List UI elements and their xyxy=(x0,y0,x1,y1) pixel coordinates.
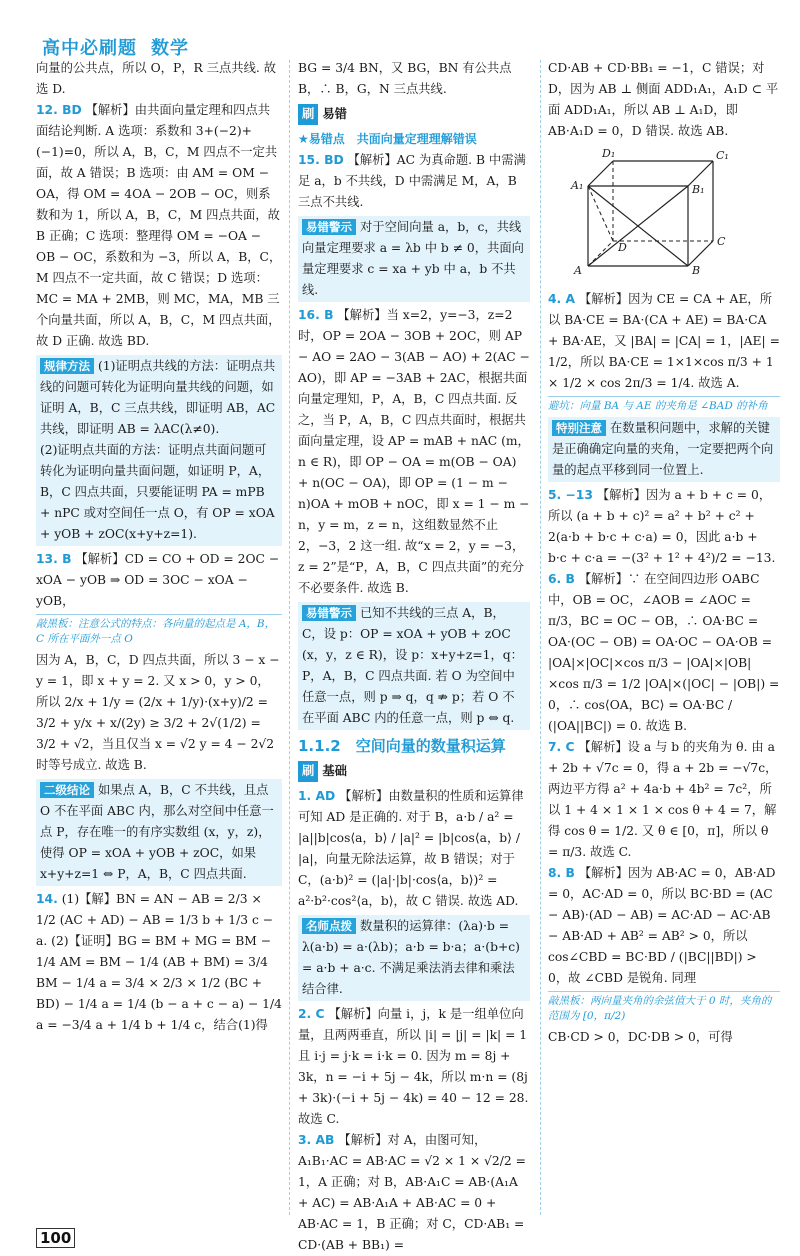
question-6 xyxy=(548,569,780,737)
hidden-edge xyxy=(588,186,613,241)
solution-text: 【解析】因为 AB·AC = 0，AB·AD = 0，AC·AD = 0，所以 BC·BD = (AC − AB)·(AD − AB) = AC·AD − AC·AB − AB·AD + AB² = AB² > 0，所以 cos∠CBD = BC·BD / (|BC||BD|) > 0，故 ∠CBD 是锐角. 同理 xyxy=(548,866,776,985)
solution-text: (1)【解】BN = AN − AB = 2/3 × 1/2 (AC + AD) − AB = 1/3 b + 1/3 c − a. (2)【证明】BG = BM + MG = BM − 1/4 AM = BM − 1/4 (AB + BM) = 3/4 BM − 1/4 a = 3/4 × 2/3 × 1/2 (BC + BD) − 1/4 a = 1/4 (b − a + c − a) − 1/4 a = −3/4 a + 1/4 b + 1/4 c，结合(1)得 xyxy=(36,892,282,1032)
column-divider xyxy=(540,60,541,1215)
subject-name: 数学 xyxy=(151,38,189,59)
question-13 xyxy=(36,549,282,612)
vertex-label: D₁ xyxy=(602,147,616,160)
tip-text: 数量积的运算律：(λa)·b = λ(a·b) = a·(λb)；a·b = b·a；a·(b+c) = a·b + a·c. 不满足乘法消去律和乘法结合律. xyxy=(302,919,520,996)
question-3 xyxy=(298,1130,530,1256)
box-tag: 规律方法 xyxy=(40,358,94,374)
column-left xyxy=(36,58,282,1215)
solution-text: 【解析】∵ 在空间四边形 OABC 中，OB = OC，∠AOB = ∠AOC = π/3，BC = OC − OB，∴ OA·BC = OA·(OC − OB) = OA·OC − OA·OB = |OA|×|OC|×cos π/3 − |OA|×|OB|×cos π/3 = 1/2 |OA|×(|OC| − |OB|) = 0，∴ cos⟨OA，BC⟩ = OA·BC / (|OA||BC|) = 0. 故选 B. xyxy=(548,572,780,733)
vertex-label: C₁ xyxy=(716,149,729,162)
column-right xyxy=(548,58,780,1215)
method-text-2: (2)证明点共面的方法：证明点共面问题可转化为证明向量共面问题，如证明 P，A，B，C 四点共面，只要能证明 PA = mPB + nPC 或对空间任一点 O，有 OP = xOA + yOB + zOC(x+y+z=1). xyxy=(40,443,275,541)
answer-number: 3. AB xyxy=(298,1133,335,1147)
page-number xyxy=(36,1229,75,1247)
warning-box xyxy=(298,602,530,730)
answer-number: 12. BD xyxy=(36,103,82,117)
question-2 xyxy=(298,1004,530,1130)
book-name: 高中必刷题 xyxy=(42,38,137,59)
error-point: ★易错点 共面向量定理理解错误 xyxy=(298,132,477,146)
answer-number: 16. B xyxy=(298,308,334,322)
box-tag: 易错警示 xyxy=(302,605,356,621)
box-tag: 特别注意 xyxy=(552,420,606,436)
question-15 xyxy=(298,150,530,213)
question-7 xyxy=(548,737,780,863)
vertex-label: A₁ xyxy=(571,179,584,192)
warning-box xyxy=(298,216,530,302)
column-divider xyxy=(289,60,290,1215)
answer-number: 2. C xyxy=(298,1007,325,1021)
book-title xyxy=(42,34,189,60)
vertex-label: A xyxy=(574,264,582,277)
answer-number: 5. −13 xyxy=(548,488,593,502)
page-header xyxy=(0,0,800,58)
brush-icon: 刷 xyxy=(298,761,318,782)
cube-edge xyxy=(588,161,613,186)
vertex-label: D xyxy=(618,241,627,254)
section-header-basic xyxy=(298,761,530,782)
solution-text: 【解析】因为 a + b + c = 0，所以 (a + b + c)² = a² + b² + c² + 2(a·b + b·c + c·a) = 0，因此 a·b + b·c + c·a = −(3² + 1² + 4²)/2 = −13. xyxy=(548,488,776,565)
margin-note: 敲黑板：两向量夹角的余弦值大于 0 时，夹角的范围为 [0，π/2) xyxy=(548,991,780,1024)
solution-text: 【解析】CD = CO + OD = 2OC − xOA − yOB ⇒ OD = 3OC − xOA − yOB， xyxy=(36,552,280,608)
solution-continued: 因为 A，B，C，D 四点共面，所以 3 − x − y = 1，即 x + y = 2. 又 x > 0，y > 0，所以 2/x + 1/y = (2/x + 1/y)·(x+y)/2 = 3/2 + y/x + x/(2y) ≥ 3/2 + 2√(1/2) = 3/2 + √2，当且仅当 x = √2 y = 4 − 2√2 时等号成立. 故选 B. xyxy=(36,653,280,772)
question-8 xyxy=(548,863,780,989)
question-1 xyxy=(298,786,530,912)
solution-text: 【解析】由共面向量定理和四点共面结论判断. A 选项：系数和 3+(−2)+(−1)=0，所以 A，B，C，M 四点不一定共面，故 A 错误；B 选项：由 AM = OM − OA，得 OM = 4OA − 2OB − OC，则系数和为 1，所以 A，B，C，M 四点共面，故 B 正确；C 选项：整理得 OM = −OA − OB − OC，系数和为 −3，所以 A，B，C，M 四点不一定共面，故 C 错误；D 选项：MC = MA + 2MB，则 MC，MA，MB 三个向量共面，所以 A，B，C，M 四点共面，故 D 正确. 故选 BD. xyxy=(36,103,282,348)
solution-text: 【解析】AC 为真命题. B 中需满足 a，b 不共线，D 中需满足 M，A，B 三点不共线. xyxy=(298,153,526,209)
solution-text: 【解析】设 a 与 b 的夹角为 θ. 由 a + 2b + √7c = 0，得 a + 2b = −√7c，两边平方得 a² + 4a·b + 4b² = 7c²，所以 1 + 4 × 1 × 1 × cos θ + 4 = 7，解得 cos θ = 1/2. 又 θ ∈ [0，π]，所以 θ = π/3. 故选 C. xyxy=(548,740,778,859)
solution-text: 【解析】因为 CE = CA + AE，所以 BA·CE = BA·(CA + AE) = BA·CA + BA·AE，又 |BA| = |CA| = 1，|AE| = 1/2，所以 BA·CE = 1×1×cos π/3 + 1 × 1/2 × cos 2π/3 = 1/4. 故选 A. xyxy=(548,292,780,390)
box-tag: 名师点拨 xyxy=(302,918,356,934)
question-16 xyxy=(298,305,530,599)
lead-text: BG = 3/4 BN，又 BG，BN 有公共点 B，∴ B，G，N 三点共线. xyxy=(298,61,512,96)
answer-number: 4. A xyxy=(548,292,576,306)
solution-text: 【解析】由数量积的性质和运算律可知 AD 是正确的. 对于 B，a·b / a² = |a||b|cos⟨a，b⟩ / |a|² = |b|cos⟨a，b⟩ / |a|，向量无除法运算，故 B 错误；对于 C，(a·b)² = (|a|·|b|·cos⟨a，b⟩)² = a²·b²·cos²⟨a，b⟩，故 C 错误. 故选 AD. xyxy=(298,789,524,908)
attention-box xyxy=(548,417,780,482)
question-12 xyxy=(36,100,282,352)
tip-box xyxy=(298,915,530,1001)
answer-number: 15. BD xyxy=(298,153,344,167)
answer-number: 6. B xyxy=(548,572,575,586)
method-box xyxy=(36,355,282,546)
vertex-label: B₁ xyxy=(692,183,705,196)
vertex-label: B xyxy=(692,264,701,277)
margin-note: 敲黑板：注意公式的特点：各向量的起点是 A，B，C 所在平面外一点 O xyxy=(36,614,282,647)
margin-note: 避坑：向量 BA 与 AE 的夹角是 ∠BAD 的补角 xyxy=(548,396,780,414)
answer-number: 13. B xyxy=(36,552,72,566)
warning-text: 已知不共线的三点 A，B，C，设 p：OP = xOA + yOB + zOC (x，y，z ∈ R)，设 p：x+y+z=1，q：P，A，B，C 四点共面. 若 O 为空间中任意一点，则 p ⇒ q，q ⇏ p；若 O 不在平面 ABC 内的任意一点，则 p ⇔ q. xyxy=(302,606,523,725)
section-title: 1.1.2 空间向量的数量积运算 xyxy=(298,737,506,755)
question-4 xyxy=(548,289,780,394)
answer-number: 8. B xyxy=(548,866,575,880)
solution-text: 【解析】向量 i，j，k 是一组单位向量，且两两垂直，所以 |i| = |j| = |k| = 1 且 i·j = j·k = i·k = 0. 因为 m = 8j + 3k，n = −i + 5j − 4k，所以 m·n = (8j + 3k)·(−i + 5j − 4k) = 40 − 12 = 28. 故选 C. xyxy=(298,1007,529,1126)
lead-text: 向量的公共点，所以 O，P，R 三点共线. 故选 D. xyxy=(36,61,276,96)
question-5 xyxy=(548,485,780,569)
box-tag: 二级结论 xyxy=(40,782,94,798)
cube-figure xyxy=(568,146,728,276)
vertex-label: C xyxy=(717,235,726,248)
page-number-value: 100 xyxy=(36,1228,75,1248)
answer-number: 7. C xyxy=(548,740,575,754)
solution-text: 【解析】当 x=2，y=−3，z=2 时，OP = 2OA − 3OB + 2OC，则 AP − AO = 2AO − 3(AB − AO) + 2(AC − AO)，即 AP = −3AB + 2AC，根据共面向量定理知，P，A，B，C 四点共面. 反之，当 P，A，B，C 四点共面时，根据共面向量定理，设 AP = mAB + nAC (m，n ∈ R)，即 OP − OA = m(OB − OA) + n(OC − OA)，即 OP = (1 − m − n)OA + mOB + nOC，即 x = 1 − m − n，y = m，z = n，这组数显然不止 2，−3，2 这一组. 故“x = 2，y = −3，z = 2”是“P，A，B，C 四点共面”的充分不必要条件. 故选 B. xyxy=(298,308,530,595)
solution-text: 【解析】对 A，由图可知，A₁B₁·AC = AB·AC = √2 × 1 × √2/2 = 1，A 正确；对 B，AB·A₁C = AB·(A₁A + AC) = AB·A₁A + AB·AC = 0 + AB·AC = 1，B 正确；对 C，CD·AB₁ = CD·(AB + BB₁) = xyxy=(298,1133,526,1252)
brush-icon: 刷 xyxy=(298,104,318,125)
answer-number: 1. AD xyxy=(298,789,336,803)
answer-number: 14. xyxy=(36,892,58,906)
warning-text: 对于空间向量 a，b，c，共线向量定理要求 a = λb 中 b ≠ 0，共面向量定理要求 c = xa + yb 中 a，b 不共线. xyxy=(302,220,524,297)
cube-edge xyxy=(688,241,713,266)
column-middle xyxy=(298,58,530,1252)
conclusion-box xyxy=(36,779,282,886)
attention-text: 在数量积问题中，求解的关键是正确确定向量的夹角，一定要把两个向量的起点平移到同一位置上. xyxy=(552,421,774,477)
section-header-errors xyxy=(298,104,530,125)
section-label: 易错 xyxy=(322,107,347,121)
method-text-1: (1)证明点共线的方法：证明点共线的问题可转化为证明向量共线的问题，如证明 A，B，C 三点共线，即证明 AB，AC 共线，即证明 AB = λAC(λ≠0). xyxy=(40,359,276,436)
lead-text: CD·AB + CD·BB₁ = −1，C 错误；对 D，因为 AB ⊥ 侧面 ADD₁A₁，A₁D ⊂ 平面 ADD₁A₁，所以 AB ⊥ A₁D，即 AB·A₁D = 0，D 错误. 故选 AB. xyxy=(548,61,779,138)
section-label: 基础 xyxy=(322,764,347,778)
conclusion-text: 如果点 A，B，C 不共线，且点 O 不在平面 ABC 内，那么对空间中任意一点 P，存在唯一的有序实数组 (x，y，z)，使得 OP = xOA + yOB + zOC，如果 x+y+z=1 ⇔ P，A，B，C 四点共面. xyxy=(40,783,274,881)
question-14 xyxy=(36,889,282,1036)
box-tag: 易错警示 xyxy=(302,219,356,235)
solution-continued: CB·CD > 0，DC·DB > 0，可得 xyxy=(548,1030,733,1044)
